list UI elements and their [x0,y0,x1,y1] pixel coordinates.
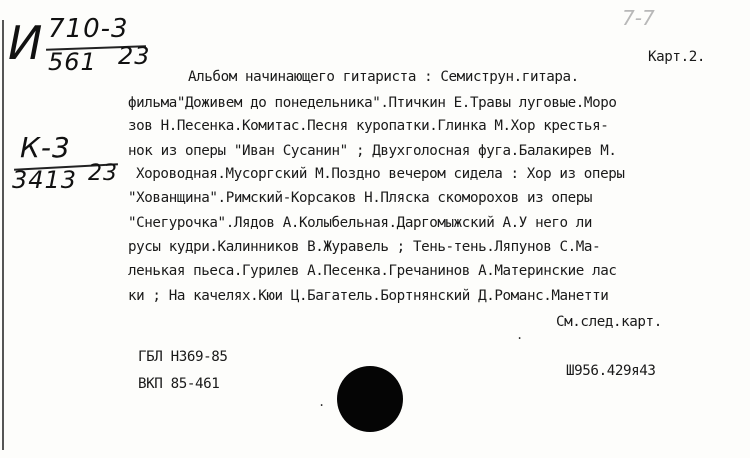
handwritten-shelfmark-lower: 561 [48,48,97,76]
handwritten-inventory-lower: 3413 [12,166,78,194]
text-line: ленькая пьеса.Гурилев А.Песенка.Гречанинов А.Материнские лас [128,263,617,279]
text-line: "Снегурочка".Лядов А.Колыбельная.Даргомыжский А.У него ли [128,215,593,231]
continued-note: См.след.карт. [556,314,662,330]
dot-mark: . [516,328,524,342]
index-vkp: ВКП 85-461 [138,376,220,392]
handwritten-shelfmark-upper: 710-3 [48,14,129,44]
handwritten-inventory-suffix: 23 [88,161,118,186]
index-gbl: ГБЛ Н369-85 [138,349,228,365]
card-left-edge [2,20,4,450]
text-line: русы кудри.Калинников В.Журавель ; Тень-тень.Ляпунов С.Ма- [128,239,601,255]
text-line: Хороводная.Мусоргский М.Поздно вечером сидела : Хор из оперы [136,166,625,182]
dot-mark: . [318,395,326,409]
text-line: зов Н.Песенка.Комитас.Песня куропатки.Глинка М.Хор крестья- [128,118,609,134]
card-punch-hole [337,366,403,432]
text-line: ки ; На качелях.Кюи Ц.Багатель.Бортнянский Д.Романс.Манетти [128,288,609,304]
handwritten-shelfmark-suffix: 23 [118,42,151,70]
faint-corner-mark: 7-7 [622,6,655,30]
card-number: Карт.2. [648,49,705,65]
text-line-title: Альбом начинающего гитариста : Семиструн.гитара. [188,69,579,85]
text-line: нок из оперы "Иван Сусанин" ; Двухголосная фуга.Балакирев М. [128,143,617,159]
handwritten-inventory-upper: К-3 [20,131,71,164]
text-line: "Хованщина".Римский-Корсаков Н.Пляска скоморохов из оперы [128,190,593,206]
classification-code: Ш956.429я43 [566,363,656,379]
handwritten-letter: И [8,16,44,70]
text-line: фильма"Доживем до понедельника".Птичкин Е.Травы луговые.Моро [128,95,617,111]
